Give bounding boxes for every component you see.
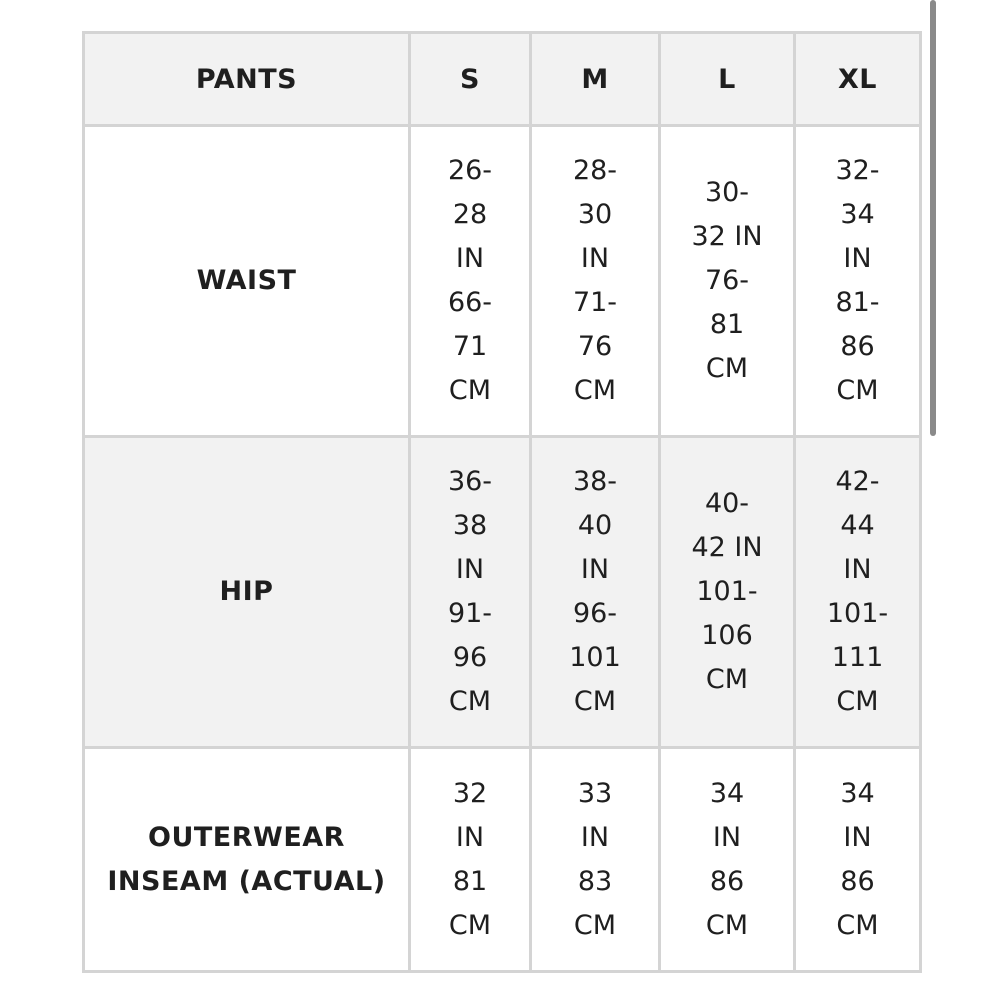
waist-s-cell [410, 126, 531, 437]
cell-line: IN [455, 821, 485, 853]
header-pants: PANTS [84, 33, 410, 126]
waist-xl-cell [795, 126, 921, 437]
cell-line: 42 IN [691, 532, 763, 563]
header-size-s: S [410, 33, 531, 126]
waist-l-cell [660, 126, 795, 437]
cell-line: CM [573, 909, 617, 941]
waist-m-cell [531, 126, 660, 437]
cell-line: 81 [709, 309, 745, 340]
vertical-scrollbar[interactable] [930, 0, 936, 436]
row-label-line: WAIST [196, 265, 297, 296]
cell-line: 28 [452, 199, 488, 230]
cell-line: CM [448, 909, 492, 941]
header-size-xl: XL [795, 33, 921, 126]
cell-line: 86 [709, 865, 745, 897]
cell-line: IN [843, 554, 872, 585]
cell-line: 33 [577, 777, 613, 809]
table-header-row [84, 33, 921, 126]
table-row-hip [84, 437, 921, 748]
cell-line: IN [712, 821, 742, 853]
row-label-line: HIP [219, 576, 274, 607]
hip-l-cell [660, 437, 795, 748]
cell-line: 76- [704, 265, 750, 296]
cell-line: 42- [835, 466, 880, 497]
cell-line: 96- [572, 598, 618, 629]
cell-line: CM [448, 686, 492, 717]
cell-line: CM [448, 375, 492, 406]
cell-line: 76 [577, 331, 613, 362]
cell-line: 44 [840, 510, 875, 541]
cell-line: 40- [704, 488, 750, 519]
cell-line: 66- [447, 287, 493, 318]
header-size-l: L [660, 33, 795, 126]
cell-line: CM [836, 909, 879, 941]
cell-line: 34 [840, 777, 875, 809]
cell-line: 32 [452, 777, 488, 809]
hip-xl-cell [795, 437, 921, 748]
cell-line: IN [580, 821, 610, 853]
cell-line: CM [836, 375, 879, 406]
hip-s-cell [410, 437, 531, 748]
row-label-inseam [84, 748, 410, 972]
cell-line: CM [705, 664, 749, 695]
table-row-inseam [84, 748, 921, 972]
inseam-s-cell [410, 748, 531, 972]
cell-line: 86 [840, 865, 875, 897]
cell-line: 96 [452, 642, 488, 673]
inseam-xl-cell [795, 748, 921, 972]
cell-line: 38- [572, 466, 618, 497]
cell-line: 91- [447, 598, 493, 629]
cell-line: 26- [447, 155, 493, 186]
cell-line: 71 [452, 331, 488, 362]
table-row-waist [84, 126, 921, 437]
cell-line: 34 [840, 199, 875, 230]
inseam-m-cell [531, 748, 660, 972]
row-label-waist [84, 126, 410, 437]
cell-line: 34 [709, 777, 745, 809]
cell-line: 83 [577, 865, 613, 897]
cell-line: 81- [835, 287, 880, 318]
row-label-line: INSEAM [107, 865, 229, 897]
header-size-m: M [531, 33, 660, 126]
cell-line: 101- [826, 598, 889, 629]
cell-line: IN [580, 554, 610, 585]
cell-line: CM [705, 909, 749, 941]
cell-line: 81 [452, 865, 488, 897]
cell-line: 30- [704, 177, 750, 208]
cell-line: 71- [572, 287, 618, 318]
cell-line: 111 [831, 642, 884, 673]
cell-line: CM [705, 353, 749, 384]
cell-line: 36- [447, 466, 493, 497]
cell-line: 86 [840, 331, 875, 362]
cell-line: IN [843, 821, 872, 853]
cell-line: CM [573, 686, 617, 717]
cell-line: IN [843, 243, 872, 274]
cell-line: 28- [572, 155, 618, 186]
row-label-line: OUTERWEAR [148, 821, 345, 853]
row-label-line: (ACTUAL) [238, 865, 386, 897]
cell-line: 101 [569, 642, 621, 673]
cell-line: 32 IN [691, 221, 763, 252]
cell-line: 38 [452, 510, 488, 541]
cell-line: IN [455, 243, 485, 274]
cell-line: IN [455, 554, 485, 585]
cell-line: 106 [701, 620, 753, 651]
cell-line: IN [580, 243, 610, 274]
size-chart-table [82, 31, 922, 973]
cell-line: 32- [835, 155, 880, 186]
inseam-l-cell [660, 748, 795, 972]
cell-line: 30 [577, 199, 613, 230]
cell-line: CM [573, 375, 617, 406]
cell-line: 40 [577, 510, 613, 541]
hip-m-cell [531, 437, 660, 748]
row-label-hip [84, 437, 410, 748]
cell-line: 101- [696, 576, 758, 607]
cell-line: CM [836, 686, 879, 717]
